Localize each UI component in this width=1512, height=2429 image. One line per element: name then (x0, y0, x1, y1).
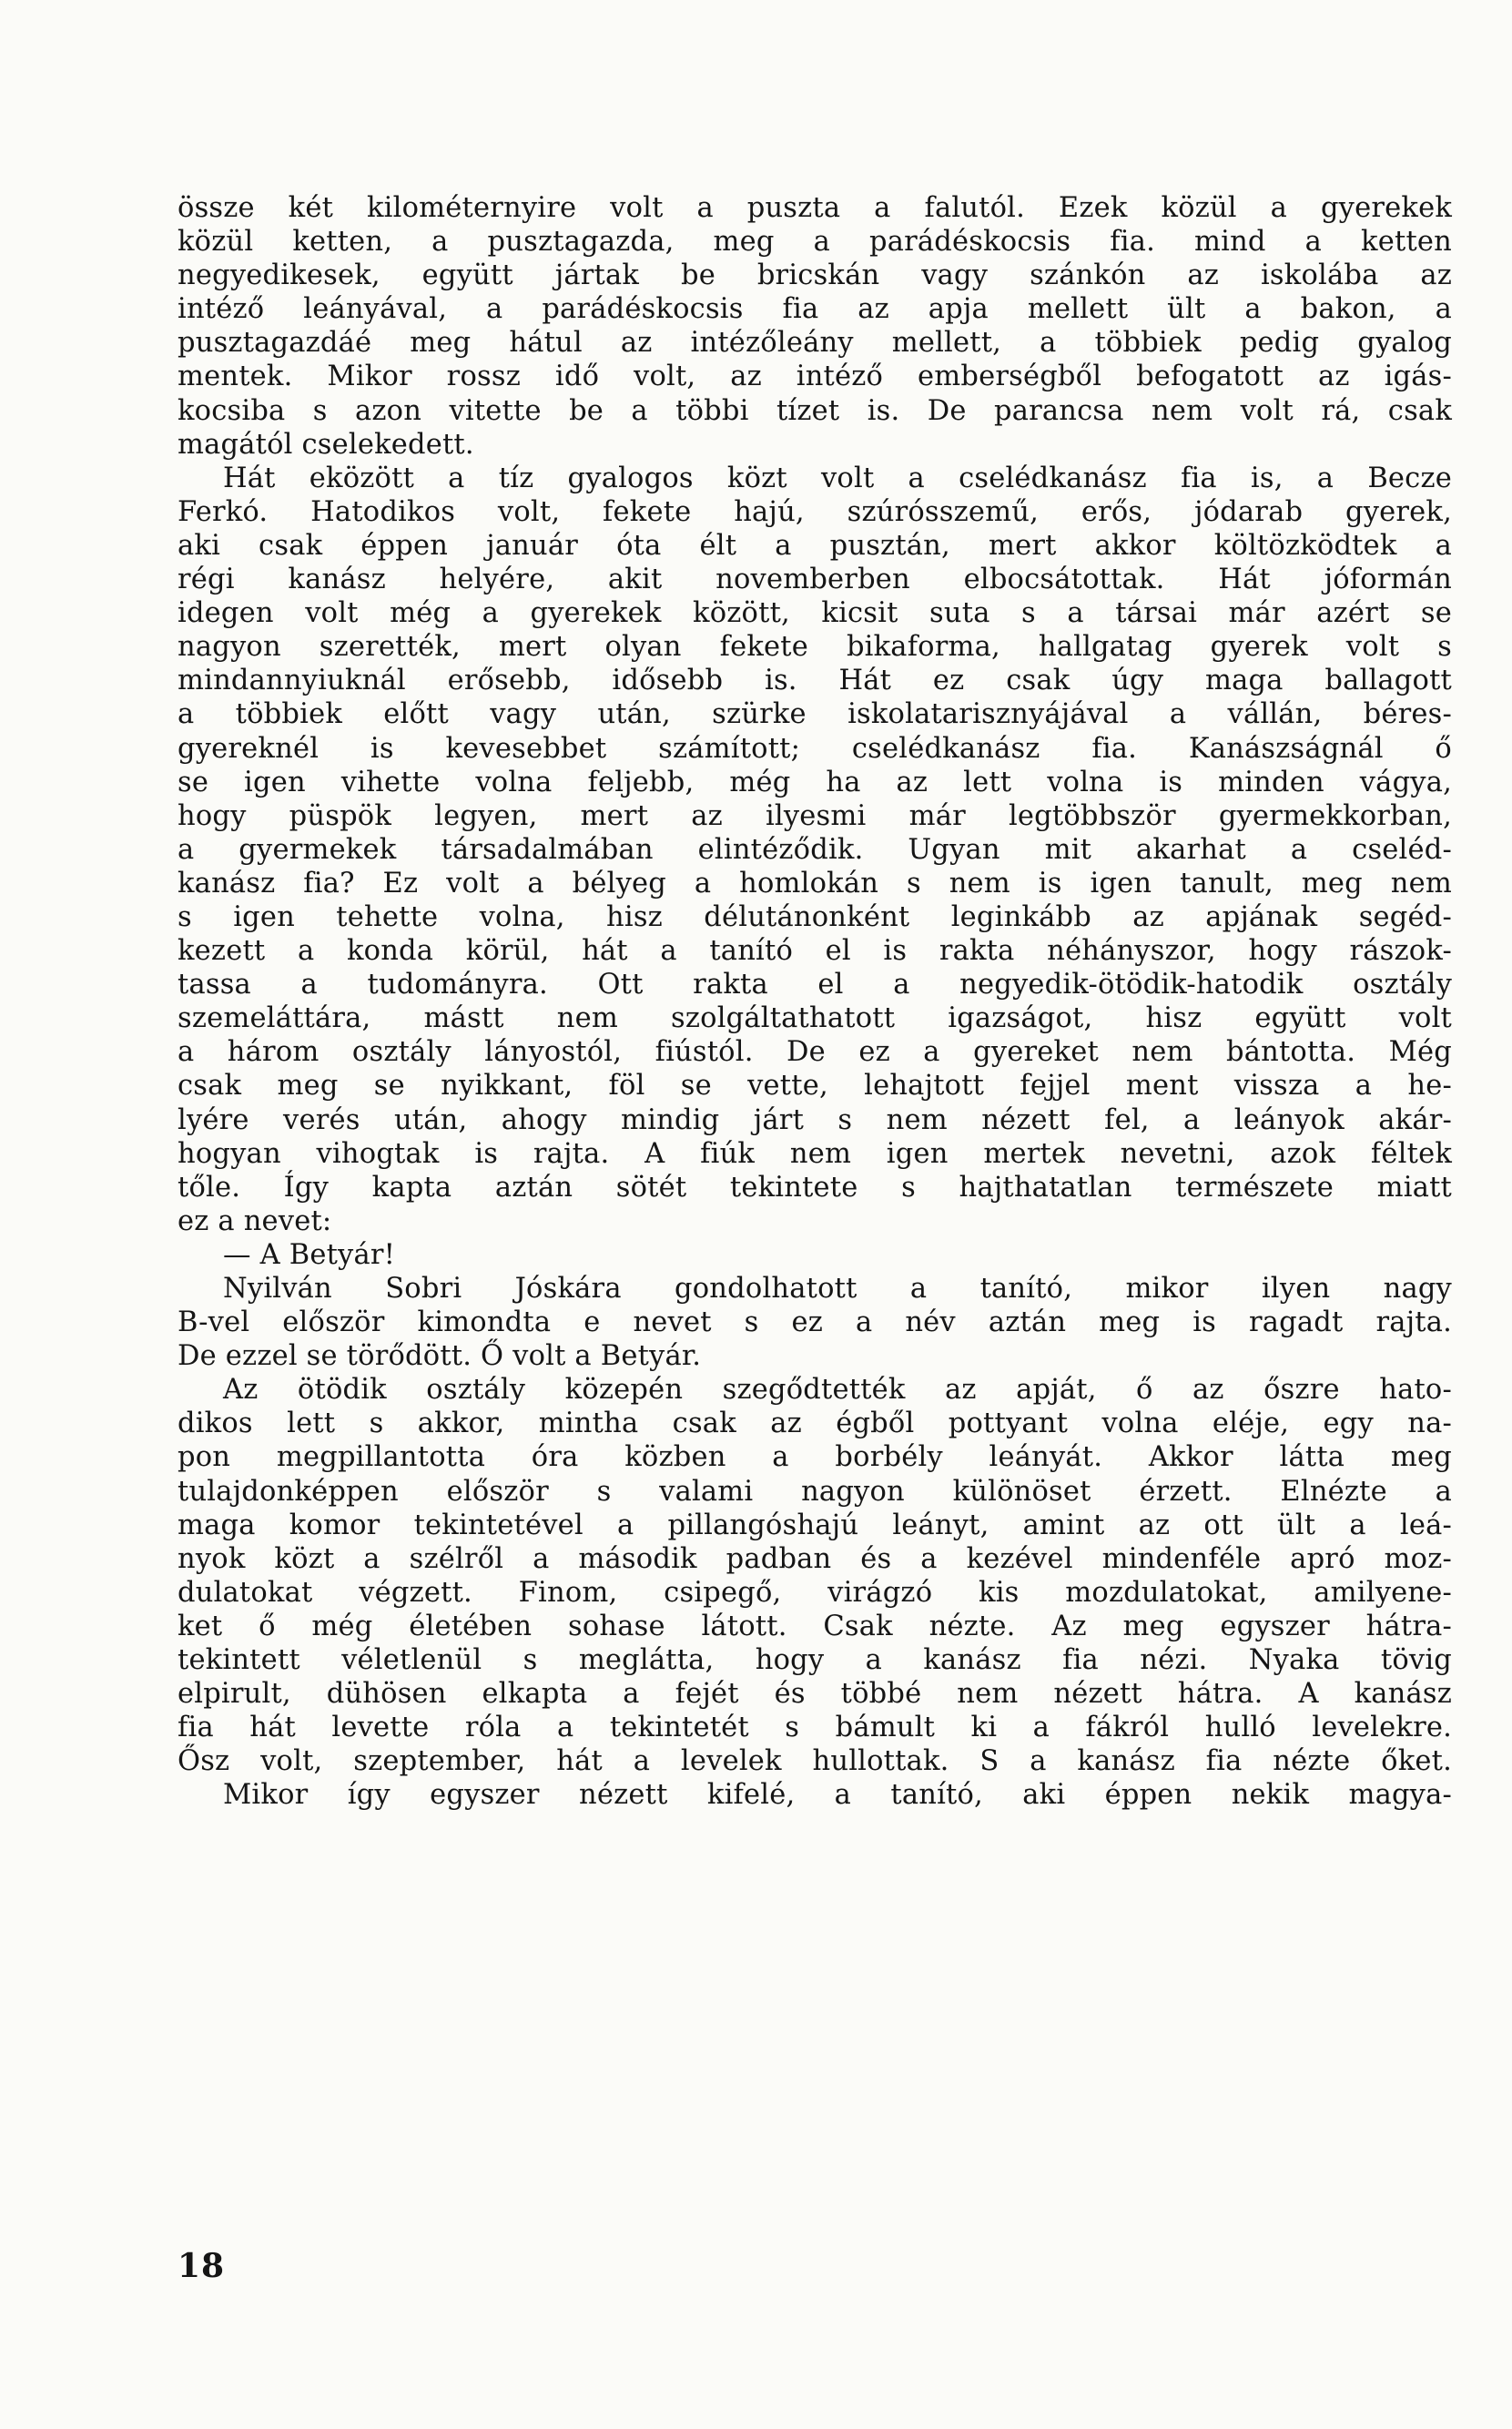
text-line: elpirult, dühösen elkapta a fejét és többé nem nézett hátra. A kanász (178, 1678, 1452, 1711)
text-line: ez a nevet: (178, 1204, 332, 1237)
text-line: tőle. Így kapta aztán sötét tekintete s hajthatatlan természete miatt (178, 1171, 1452, 1204)
text-line: nagyon szerették, mert olyan fekete bikaforma, hallgatag gyerek volt s (178, 631, 1452, 664)
text-line: tekintett véletlenül s meglátta, hogy a kanász fia nézi. Nyaka tövig (178, 1644, 1452, 1677)
text-line: tulajdonképpen először s valami nagyon különöset érzett. Elnézte a (178, 1475, 1452, 1508)
text-line: Ősz volt, szeptember, hát a levelek hullottak. S a kanász fia nézte őket. (178, 1745, 1452, 1778)
text-line: fia hát levette róla a tekintetét s bámult ki a fákról hulló levelekre. (178, 1712, 1452, 1744)
text-line: össze két kilométernyire volt a puszta a falutól. Ezek közül a gyerekek (178, 192, 1452, 224)
text-line: kocsiba s azon vitette be a többi tízet is. De parancsa nem volt rá, csak (178, 394, 1452, 427)
text-line: régi kanász helyére, akit novemberben elbocsátottak. Hát jóformán (178, 564, 1452, 596)
text-line: intéző leányával, a parádéskocsis fia az apja mellett ült a bakon, a (178, 293, 1452, 326)
text-line: dikos lett s akkor, mintha csak az égből pottyant volna eléje, egy na- (178, 1408, 1452, 1440)
text-line: De ezzel se törődött. Ő volt a Betyár. (178, 1340, 702, 1373)
dialogue-line: — A Betyár! (223, 1238, 396, 1271)
text-line: tassa a tudományra. Ott rakta el a negyedik-ötödik-hatodik osztály (178, 969, 1452, 1001)
text-line: Ferkó. Hatodikos volt, fekete hajú, szúrósszemű, erős, jódarab gyerek, (178, 495, 1452, 528)
text-line: Mikor így egyszer nézett kifelé, a tanító, aki éppen nekik magya- (223, 1779, 1452, 1812)
text-line: pusztagazdáé meg hátul az intézőleány mellett, a többiek pedig gyalog (178, 327, 1452, 360)
text-line: a három osztály lányostól, fiústól. De ez a gyereket nem bántotta. Még (178, 1036, 1452, 1069)
text-line: közül ketten, a pusztagazda, meg a parádéskocsis fia. mind a ketten (178, 226, 1452, 259)
text-line: pon megpillantotta óra közben a borbély leányát. Akkor látta meg (178, 1441, 1452, 1474)
text-line: Hát eközött a tíz gyalogos közt volt a cselédkanász fia is, a Becze (223, 462, 1452, 494)
text-line: idegen volt még a gyerekek között, kicsit suta s a társai már azért se (178, 597, 1452, 630)
text-line: negyedikesek, együtt jártak be bricskán vagy szánkón az iskolába az (178, 259, 1452, 292)
text-line: maga komor tekintetével a pillangóshajú leányt, amint az ott ült a leá- (178, 1509, 1452, 1541)
text-line: dulatokat végzett. Finom, csipegő, virágzó kis mozdulatokat, amilyene- (178, 1576, 1452, 1609)
text-line: se igen vihette volna feljebb, még ha az lett volna is minden vágya, (178, 766, 1452, 798)
text-line: s igen tehette volna, hisz délutánonként leginkább az apjának segéd- (178, 900, 1452, 933)
text-line: hogy püspök legyen, mert az ilyesmi már legtöbbször gyermekkorban, (178, 799, 1452, 832)
text-line: kanász fia? Ez volt a bélyeg a homlokán s nem is igen tanult, meg nem (178, 867, 1452, 899)
text-line: kezett a konda körül, hát a tanító el is rakta néhányszor, hogy rászok- (178, 935, 1452, 968)
text-line: Az ötödik osztály közepén szegődtették az apját, ő az őszre hato- (223, 1374, 1452, 1407)
text-line: hogyan vihogtak is rajta. A fiúk nem igen mertek nevetni, azok féltek (178, 1137, 1452, 1170)
text-line: Nyilván Sobri Jóskára gondolhatott a tanító, mikor ilyen nagy (223, 1273, 1452, 1305)
text-line: lyére verés után, ahogy mindig járt s nem nézett fel, a leányok akár- (178, 1103, 1452, 1136)
text-line: mentek. Mikor rossz idő volt, az intéző emberségből befogatott az igás- (178, 361, 1452, 393)
text-line: szemeláttára, mástt nem szolgáltathatott igazságot, hisz együtt volt (178, 1002, 1452, 1035)
text-line: nyok közt a szélről a második padban és a kezével mindenféle apró moz- (178, 1542, 1452, 1575)
text-line: B-vel először kimondta e nevet s ez a név aztán meg is ragadt rajta. (178, 1306, 1452, 1339)
text-line: gyereknél is kevesebbet számított; cselédkanász fia. Kanászságnál ő (178, 732, 1452, 765)
text-line: csak meg se nyikkant, föl se vette, lehajtott fejjel ment vissza a he- (178, 1070, 1452, 1103)
body-text (178, 191, 1452, 1813)
text-line: ket ő még életében sohase látott. Csak nézte. Az meg egyszer hátra- (178, 1610, 1452, 1642)
text-line: magától cselekedett. (178, 428, 474, 461)
text-line: a gyermekek társadalmában elintéződik. Ugyan mit akarhat a cseléd- (178, 833, 1452, 866)
text-line: aki csak éppen január óta élt a pusztán, mert akkor költözködtek a (178, 529, 1452, 562)
text-line: mindannyiuknál erősebb, idősebb is. Hát ez csak úgy maga ballagott (178, 665, 1452, 697)
text-line: a többiek előtt vagy után, szürke iskolatarisznyájával a vállán, béres- (178, 698, 1452, 731)
page-number: 18 (178, 2247, 226, 2285)
